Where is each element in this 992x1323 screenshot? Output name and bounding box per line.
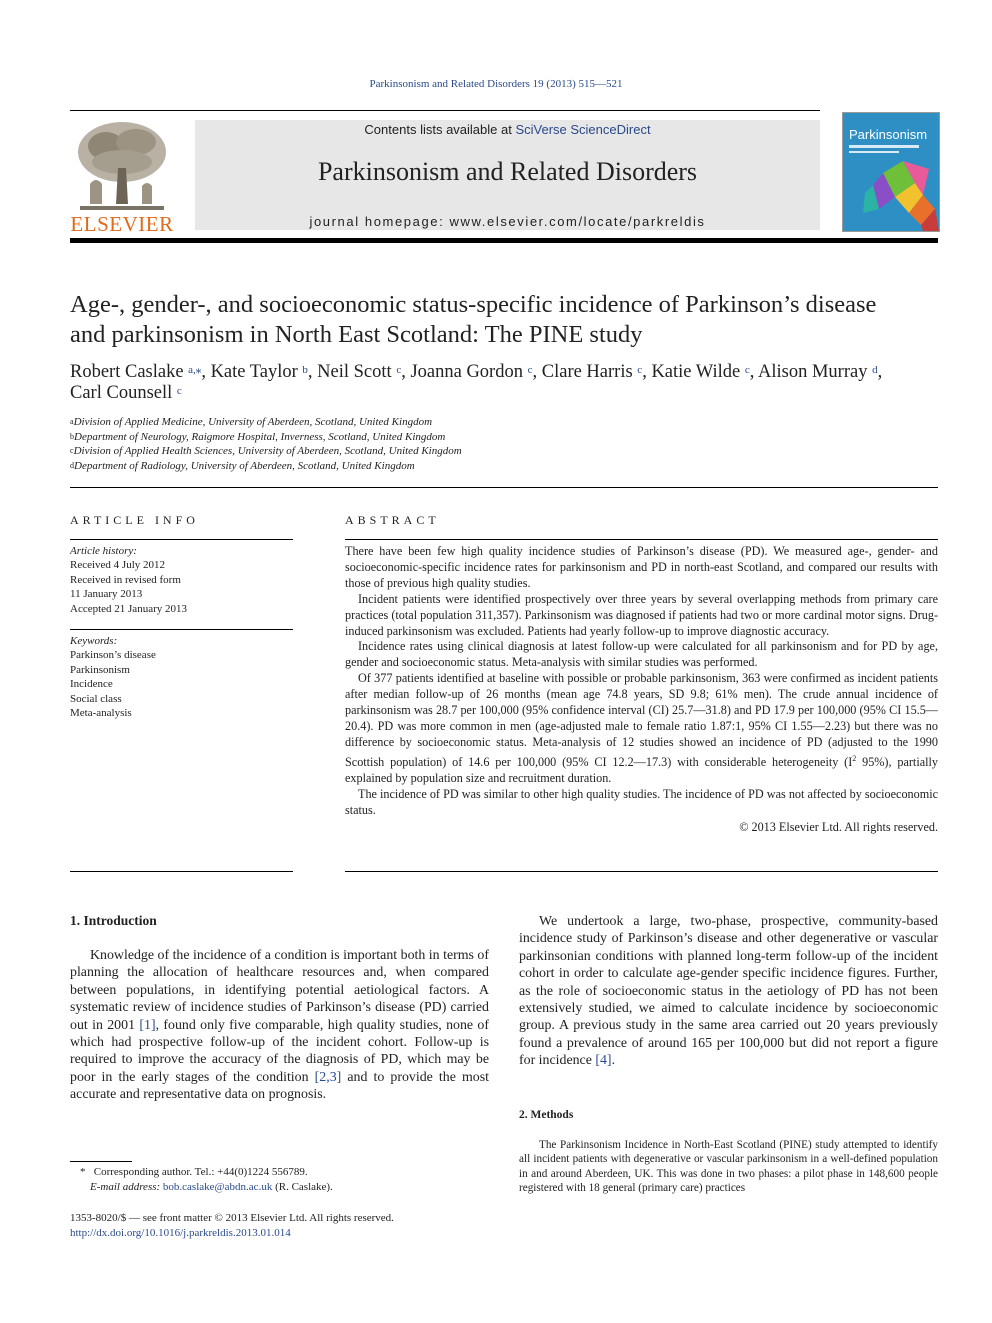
author: [410, 362, 532, 382]
history-item: 11 January 2013: [70, 588, 143, 601]
article-info-rule: [70, 539, 293, 540]
affiliation-text: Division of Applied Medicine, University of Aberdeen, Scotland, United Kingdom: [73, 416, 433, 428]
affiliation-text: Department of Radiology, University of Aberdeen, Scotland, United Kingdom: [74, 459, 415, 472]
corresponding-author-note: [70, 1165, 489, 1195]
abstract-paragraph: Incident patients were identified prospectively over three years by several overlapping methods from primary care practices (total population 311,357). Parkinsonism was diagnosed if patients had two or more cardinal motor signs. Drug-induced parkinsonism was excluded. Patients had yearly follow-up to improve diagnostic accuracy.: [345, 591, 938, 638]
cover-title: Parkinsonism: [849, 127, 928, 142]
issn-line: 1353-8020/$ — see front matter © 2013 Elsevier Ltd. All rights reserved.: [70, 1212, 394, 1224]
affiliation: [70, 415, 940, 430]
author-affiliation-marker[interactable]: a,⁎: [188, 364, 202, 376]
journal-title: Parkinsonism and Related Disorders: [317, 157, 698, 186]
keywords-rule: [70, 629, 293, 630]
contents-line: [195, 122, 820, 137]
article-title: [70, 290, 940, 350]
abstract-copyright: © 2013 Elsevier Ltd. All rights reserved.: [739, 820, 938, 835]
author-name: Robert Caslake: [70, 362, 184, 382]
keyword: Parkinsonism: [70, 663, 130, 676]
history-label: Article history:: [70, 545, 137, 557]
author: [542, 362, 642, 382]
affiliation-list: [70, 415, 940, 473]
author-affiliation-marker[interactable]: b: [302, 364, 308, 376]
author: [317, 362, 401, 382]
affiliation-key: a: [70, 417, 74, 426]
author-name: Clare Harris: [541, 362, 633, 382]
publisher-name: ELSEVIER: [70, 212, 174, 236]
text-segment: Knowledge of the incidence of a condition is important both in terms of planning the allocation of healthcare resources and, when compared between populations, in identifying potential aetiological factors. A systematic review of incidence studies of Parkinson’s disease (PD) carried out in 2001: [70, 948, 489, 1033]
article-info-heading: ARTICLE INFO: [70, 513, 199, 527]
sciencedirect-link[interactable]: SciVerse ScienceDirect: [515, 122, 651, 137]
author-name: Kate Taylor: [210, 362, 298, 382]
author-name: Joanna Gordon: [410, 362, 523, 382]
history-item: Accepted 21 January 2013: [70, 602, 187, 615]
superscript: 2: [852, 753, 857, 763]
abstract-paragraph: There have been few high quality incidence studies of Parkinson’s disease (PD). We measured age-, gender- and socioeconomic-specific incidence rates for parkinsonism and PD in north-east Scotland, and compared our results with those of previous high quality studies.: [345, 544, 938, 590]
affiliation-key: b: [70, 431, 74, 441]
author-affiliation-marker[interactable]: c: [396, 364, 402, 376]
journal-homepage[interactable]: journal homepage: www.elsevier.com/locate/parkreldis: [309, 214, 706, 229]
keywords: [70, 634, 293, 720]
journal-reference[interactable]: Parkinsonism and Related Disorders 19 (2013) 515—521: [369, 78, 623, 90]
history-item: Received in revised form: [70, 573, 181, 586]
journal-cover[interactable]: [842, 112, 940, 232]
abstract-paragraph: [345, 671, 938, 786]
header-bottom-rule: [70, 238, 938, 243]
author-affiliation-marker[interactable]: c: [527, 364, 533, 376]
author-affiliation-marker[interactable]: c: [744, 364, 750, 376]
abstract-body: [345, 544, 938, 836]
body-paragraph: [519, 913, 938, 1070]
keywords-label: Keywords:: [70, 635, 118, 647]
keyword: Meta-analysis: [70, 707, 132, 720]
corresponding-author-text: Corresponding author. Tel.: +44(0)1224 556789.: [93, 1166, 308, 1178]
author-affiliation-marker[interactable]: c: [176, 385, 182, 397]
citation-link[interactable]: [2,3]: [314, 1069, 342, 1085]
abstract-rule: [345, 539, 938, 540]
abstract-bottom-rule: [345, 871, 938, 872]
citation-link[interactable]: [1]: [139, 1017, 156, 1033]
author: [70, 362, 201, 382]
article-history: [70, 544, 293, 616]
affiliation-text: Department of Neurology, Raigmore Hospital, Inverness, Scotland, United Kingdom: [74, 430, 446, 443]
abstract-paragraph: Incidence rates using clinical diagnosis at latest follow-up were calculated for all parkinsonism and for PD by age, gender and socioeconomic status. Meta-analysis with similar studies was performed.: [345, 639, 938, 670]
introduction-continued: [519, 913, 938, 1070]
footnote-marker: *: [80, 1166, 86, 1178]
author-affiliation-marker[interactable]: c: [637, 364, 643, 376]
affiliation: [70, 430, 940, 445]
methods-heading: 2. Methods: [519, 1109, 574, 1121]
author-name: Alison Murray: [758, 362, 868, 382]
title-line-2: and parkinsonism in North East Scotland: The PINE study: [70, 321, 643, 348]
citation-link[interactable]: [4]: [595, 1053, 612, 1069]
body-paragraph: [70, 947, 489, 1104]
elsevier-logo: [70, 118, 174, 236]
contents-prefix: Contents lists available at: [364, 122, 516, 137]
abstract-text-segment: Of 377 patients identified at baseline with possible or probable parkinsonism, 363 were confirmed as incident patients after median follow-up of 26 months (mean age 74.8 years, SD 9.8; 61% men). The crude annual incidence of parkinsonism was 28.7 per 100,000 (95% confidence interval (CI) 25.7—31.8) and PD 17.9 per 100,000 (95% CI 15.5—20.4). PD was more common in men (age-adjusted male to female ratio 1.87:1, 95% CI 1.55—2.23) but there was no difference by socioeconomic status. Meta-analysis of 12 studies showed an incidence of PD (adjusted to the 1990 Scottish population) of 14.6 per 100,000 (95% CI 12.2—17.3) with considerable heterogeneity (I: [345, 671, 938, 769]
author: [758, 362, 878, 382]
tree-icon: [70, 118, 174, 218]
introduction-heading: 1. Introduction: [70, 913, 157, 928]
email-label: E-mail address:: [90, 1181, 161, 1193]
author: [651, 362, 749, 382]
affiliation: [70, 444, 940, 459]
text-segment: , found only five comparable, high quality studies, none of which had prospective follow-up of the incident cohort. Follow-up is required to improve the accuracy of the diagnosis of PD, which may be poor in the early stages of the condition: [70, 1017, 489, 1085]
email-link[interactable]: bob.caslake@abdn.ac.uk: [162, 1181, 273, 1193]
text-segment: .: [611, 1053, 616, 1069]
text-segment: We undertook a large, two-phase, prospective, community-based incidence study of Parkinson’s disease and other degenerative or vascular parkinsonian conditions with planned long-term follow-up of the incident cohort in order to calculate age-gender specific incidence figures. Further, as the role of socioeconomic status in the aetiology of PD has not been extensively studied, we aimed to calculate incidence by socioeconomic group. A previous study in the same area carried out 20 years previously found a prevalence of around 165 per 100,000 but did not report a figure for incidence: [519, 914, 938, 1069]
text-segment: and to provide the most accurate and representative data on prognosis.: [70, 1069, 489, 1103]
doi-link[interactable]: http://dx.doi.org/10.1016/j.parkreldis.2013.01.014: [70, 1227, 291, 1239]
footnote-rule: [70, 1161, 132, 1162]
author-affiliation-marker[interactable]: d: [872, 364, 878, 376]
body-paragraph: The Parkinsonism Incidence in North-East Scotland (PINE) study attempted to identify all incident patients with degenerative or vascular parkinsonism in a well-defined population in and around Aberdeen, UK. This was done in two phases: a pilot phase in 148,600 people registered with 18 general (primary care) practices: [519, 1139, 938, 1194]
article-info-bottom-rule: [70, 871, 293, 872]
author-name: Carl Counsell: [70, 383, 173, 403]
history-item: Received 4 July 2012: [70, 559, 166, 572]
introduction-body: [70, 947, 489, 1104]
affiliation-text: Division of Applied Health Sciences, University of Aberdeen, Scotland, United Kingdom: [73, 445, 462, 458]
email-owner: (R. Caslake).: [275, 1181, 333, 1193]
affiliation: [70, 459, 940, 474]
author-list: Robert Caslake $^{a,⁎}$, Kate Taylor $^b$, Neil Scott $^c$, Joanna Gordon $^c$, Clare Harris $^c$, Katie Wilde $^c$, Alison Murray $^d$, Carl Counsell $^c$: [70, 362, 883, 403]
keyword: Incidence: [70, 678, 113, 691]
keyword: Social class: [70, 692, 122, 705]
title-line-1: Age-, gender-, and socioeconomic status-specific incidence of Parkinson’s disease: [70, 291, 877, 318]
cover-art-icon: [843, 113, 939, 231]
author: [211, 362, 308, 382]
methods-body: [519, 1138, 938, 1195]
author-name: Katie Wilde: [651, 362, 741, 382]
affiliations-rule: [70, 487, 938, 488]
author: [70, 383, 182, 403]
affiliation-key: c: [70, 446, 74, 456]
keyword: Parkinson’s disease: [70, 649, 156, 662]
header-top-rule: [70, 110, 820, 111]
abstract-text-segment: 95%), partially explained by population size and recruitment duration.: [345, 754, 938, 785]
abstract-heading: ABSTRACT: [345, 513, 440, 527]
affiliation-key: d: [70, 460, 74, 470]
publication-info: [70, 1211, 489, 1241]
abstract-paragraph: The incidence of PD was similar to other high quality studies. The incidence of PD was not affected by socioeconomic status.: [345, 786, 938, 817]
author-name: Neil Scott: [317, 362, 392, 382]
